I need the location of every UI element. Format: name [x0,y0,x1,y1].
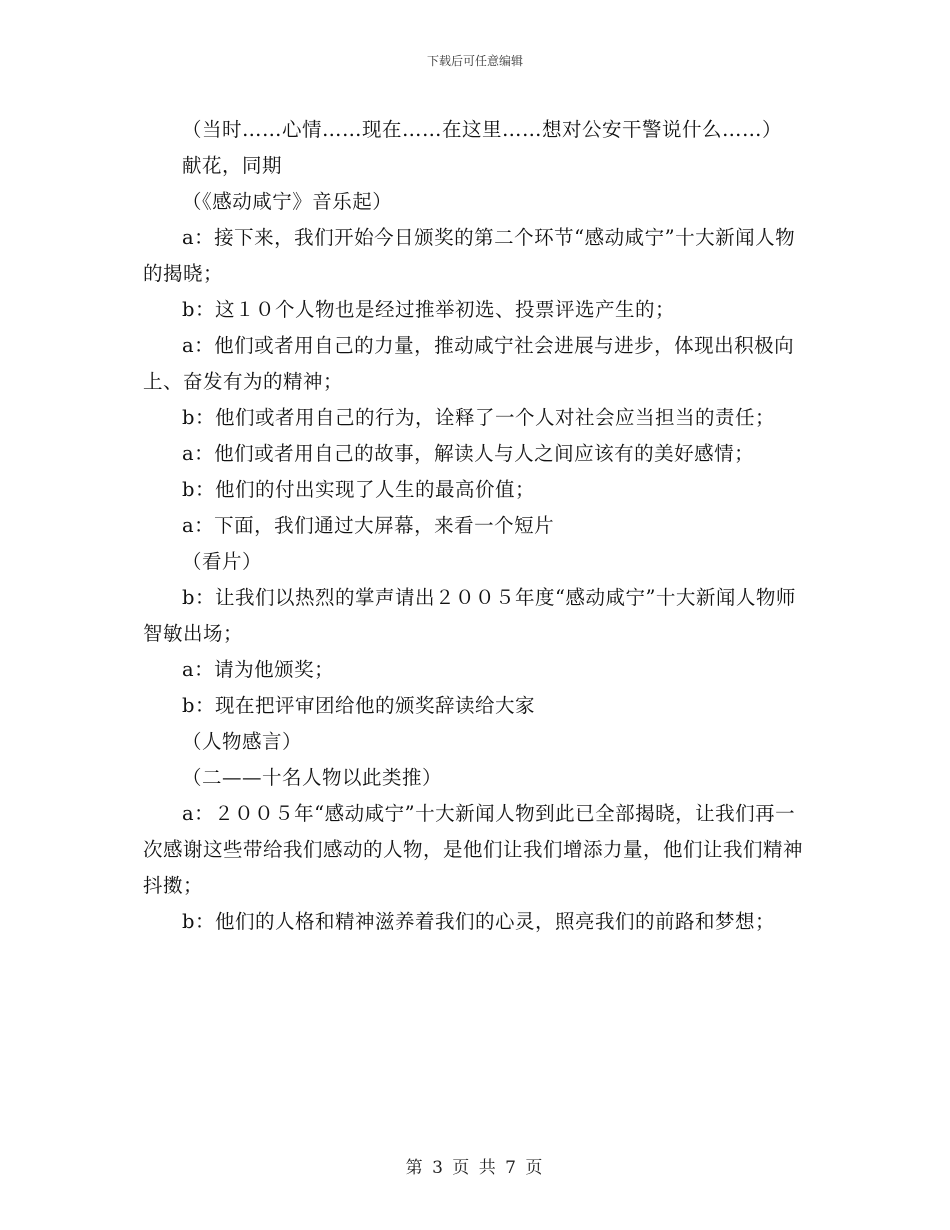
page-number-footer: 第 3 页 共 7 页 [405,1158,545,1178]
paragraph: （看片） [182,550,263,573]
paragraph: b：现在把评审团给他的颁奖辞读给大家 [182,694,535,717]
page-header: 下载后可任意编辑 [426,54,523,68]
paragraph: a：接下来，我们开始今日颁奖的第二个环节“感动咸宁”十大新闻人物的揭晓； [143,226,796,285]
paragraph: （二——十名人物以此类推） [182,766,443,789]
paragraph: a：他们或者用自己的故事，解读人与人之间应该有的美好感情； [182,442,755,465]
paragraph: b：他们的人格和精神滋养着我们的心灵，照亮我们的前路和梦想； [182,910,775,933]
paragraph: （当时……心情……现在……在这里……想对公安干警说什么……） [182,118,783,141]
paragraph: a：２００５年“感动咸宁”十大新闻人物到此已全部揭晓，让我们再一次感谢这些带给我们感动的人物，是他们让我们增添力量，他们让我们精神抖擞； [143,802,804,897]
document-body [143,112,808,940]
paragraph: b：他们或者用自己的行为，诠释了一个人对社会应当担当的责任； [182,406,775,429]
paragraph: 献花，同期 [182,154,283,177]
paragraph: b：让我们以热烈的掌声请出２００５年度“感动咸宁”十大新闻人物师智敏出场； [143,586,796,645]
paragraph: b：他们的付出实现了人生的最高价值； [182,478,535,501]
paragraph: a：他们或者用自己的力量，推动咸宁社会进展与进步，体现出积极向上、奋发有为的精神； [143,334,795,393]
paragraph: （《感动咸宁》音乐起） [182,190,393,213]
paragraph: b：这１０个人物也是经过推举初选、投票评选产生的； [182,298,675,321]
paragraph: a：请为他颁奖； [182,658,335,681]
paragraph: （人物感言） [182,730,303,753]
paragraph: a：下面，我们通过大屏幕，来看一个短片 [182,514,555,537]
